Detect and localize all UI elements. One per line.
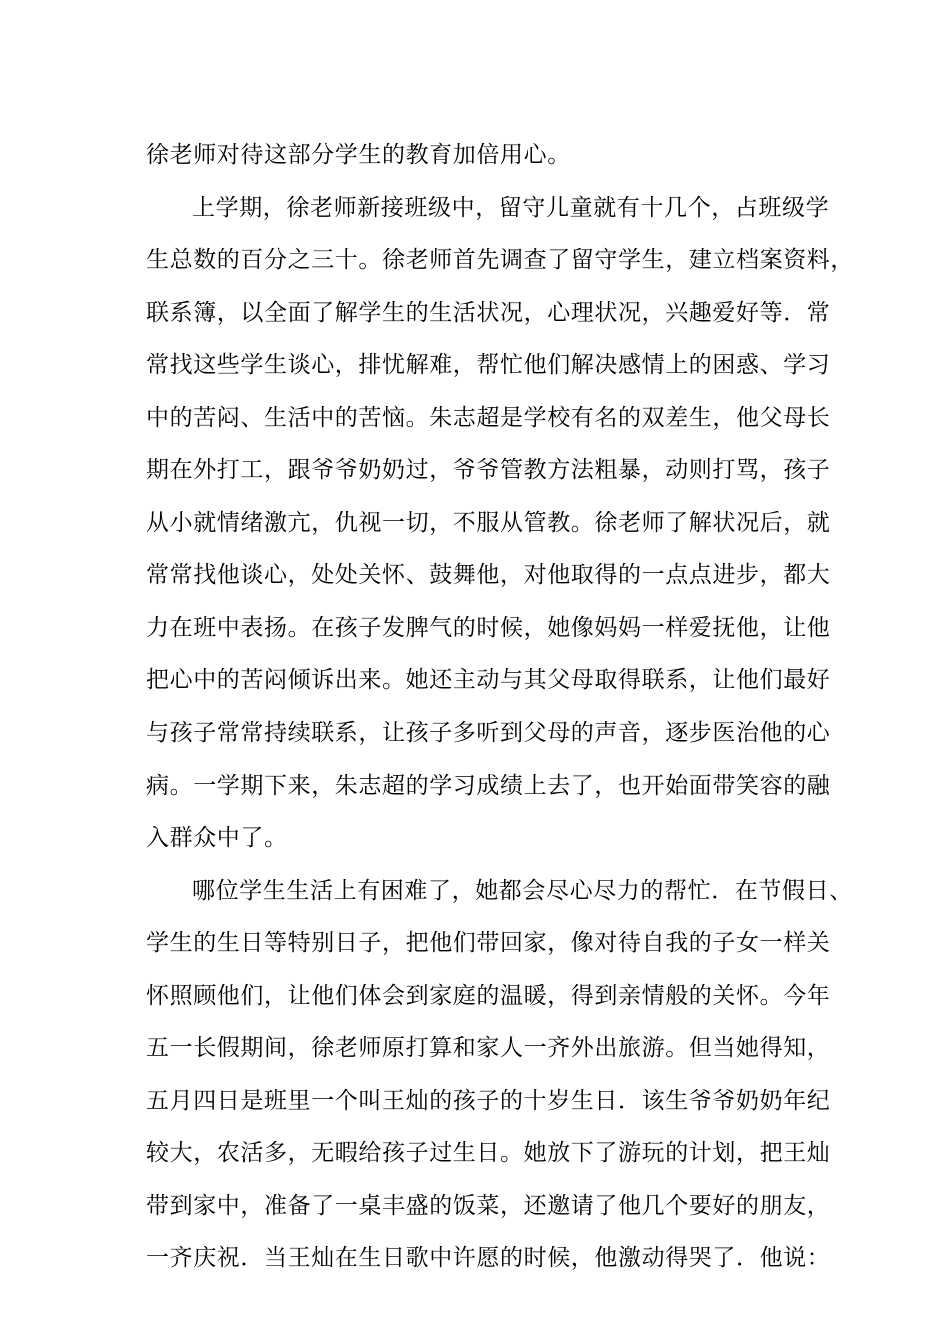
text-line: 带到家中，准备了一桌丰盛的饭菜，还邀请了他几个要好的朋友， xyxy=(146,1192,831,1219)
text-line: 期在外打工，跟爷爷奶奶过，爷爷管教方法粗暴，动则打骂，孩子 xyxy=(146,457,831,484)
text-line: 中的苦闷、生活中的苦恼。朱志超是学校有名的双差生，他父母长 xyxy=(146,404,831,431)
text-line: 学生的生日等特别日子，把他们带回家，像对待自我的子女一样关 xyxy=(146,930,831,957)
text-line: 联系簿，以全面了解学生的生活状况，心理状况，兴趣爱好等．常 xyxy=(146,299,831,326)
paragraph-start-line: 上学期，徐老师新接班级中，留守儿童就有十几个，占班级学 xyxy=(192,194,830,221)
text-line: 五一长假期间，徐老师原打算和家人一齐外出旅游。但当她得知， xyxy=(146,1035,831,1062)
text-line: 五月四日是班里一个叫王灿的孩子的十岁生日．该生爷爷奶奶年纪 xyxy=(146,1087,831,1114)
paragraph-start-line: 哪位学生生活上有困难了，她都会尽心尽力的帮忙．在节假日、 xyxy=(192,877,853,904)
text-line: 较大，农活多，无暇给孩子过生日。她放下了游玩的计划，把王灿 xyxy=(146,1140,831,1167)
text-line: 入群众中了。 xyxy=(146,825,288,852)
text-line: 把心中的苦闷倾诉出来。她还主动与其父母取得联系，让他们最好 xyxy=(146,667,831,694)
text-line: 常找这些学生谈心，排忧解难，帮忙他们解决感情上的困惑、学习 xyxy=(146,352,831,379)
text-line: 徐老师对待这部分学生的教育加倍用心。 xyxy=(146,142,571,168)
text-line: 怀照顾他们，让他们体会到家庭的温暖，得到亲情般的关怀。今年 xyxy=(146,982,831,1009)
text-line: 与孩子常常持续联系，让孩子多听到父母的声音，逐步医治他的心 xyxy=(146,720,831,747)
body-text xyxy=(146,129,854,1285)
text-line: 力在班中表扬。在孩子发脾气的时候，她像妈妈一样爱抚他，让他 xyxy=(146,614,831,641)
text-line: 病。一学期下来，朱志超的学习成绩上去了，也开始面带笑容的融 xyxy=(146,772,831,799)
text-line: 从小就情绪激亢，仇视一切，不服从管教。徐老师了解状况后，就 xyxy=(146,509,831,536)
text-line: 一齐庆祝．当王灿在生日歌中许愿的时候，他激动得哭了．他说： xyxy=(146,1245,831,1272)
text-line: 生总数的百分之三十。徐老师首先调查了留守学生，建立档案资料， xyxy=(146,247,854,274)
text-line: 常常找他谈心，处处关怀、鼓舞他，对他取得的一点点进步，都大 xyxy=(146,562,831,589)
